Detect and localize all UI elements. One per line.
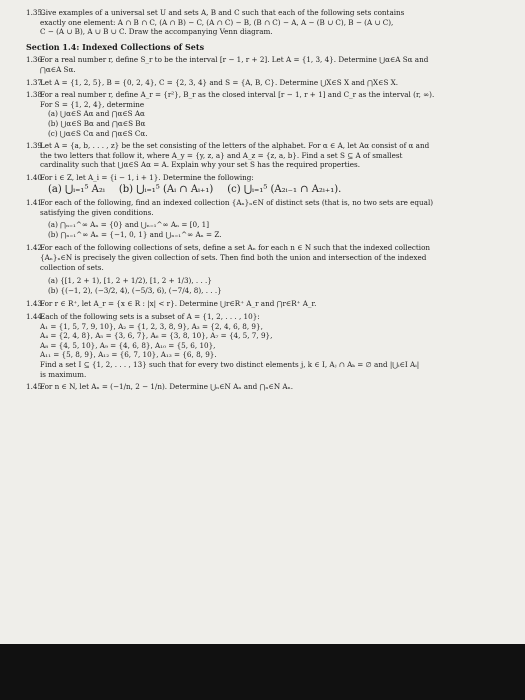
exercise-text: For i ∈ Z, let A_i = {i − 1, i + 1}. Determine the following: [40, 172, 254, 182]
exercise-1-43 [26, 299, 518, 309]
exercise-text: For a real number r, define S_r to be the interval [r − 1, r + 2]. Let A = {1, 3, 4}. Determine ⋃α∈A Sα and [40, 55, 429, 65]
set-list-row: A₁ = {1, 5, 7, 9, 10}, A₂ = {1, 2, 3, 8, 9}, A₃ = {2, 4, 6, 8, 9}, [40, 321, 263, 331]
exercise-text: the two letters that follow it, where A_y = {y, z, a} and A_z = {z, a, b}. Find a set S ⊆ A of smallest [40, 150, 403, 160]
exercise-text: For a real number r, define A_r = {r²}, B_r as the closed interval [r − 1, r + 1] and C_r as the interval (r, ∞). [40, 90, 435, 100]
exercise-text: Let A = {a, b, . . . , z} be the set consisting of the letters of the alphabet. For α ∈ A, let Aα consist of α and [40, 141, 430, 151]
exercise-text: For each of the following, find an indexed collection {Aₙ}ₙ∈N of distinct sets (that is, no two sets are equal) [40, 198, 434, 208]
exercise-number: 1.35. [26, 8, 45, 17]
exercise-1-41 [26, 198, 518, 239]
part-c: (c) ⋃α∈S Cα and ⋂α∈S Cα. [48, 128, 148, 138]
part-b: (b) ⋂ₙ₌₁^∞ Aₙ = {−1, 0, 1} and ⋃ₙ₌₁^∞ Aₙ = Z. [48, 229, 222, 239]
dark-background [0, 644, 525, 700]
exercise-text: Each of the following sets is a subset of A = {1, 2, . . . , 10}: [40, 312, 260, 322]
exercise-text: For each of the following collections of sets, define a set Aₙ for each n ∈ N such that the indexed collection [40, 243, 431, 253]
exercise-1-39 [26, 141, 518, 170]
page-content [26, 8, 518, 392]
exercise-number: 1.41. [26, 198, 45, 208]
part-a: (a) ⋃α∈S Aα and ⋂α∈S Aα [48, 109, 145, 119]
exercise-text: Find a set I ⊆ {1, 2, . . . , 13} such that for every two distinct elements j, k ∈ I, Aⱼ ∩ Aₖ = ∅ and |⋃ᵢ∈I Aᵢ| [40, 360, 420, 369]
part-b: (b) ⋃α∈S Bα and ⋂α∈S Bα [48, 118, 146, 128]
exercise-text: Let A = {1, 2, 5}, B = {0, 2, 4}, C = {2, 3, 4} and S = {A, B, C}. Determine ⋃X∈S X and ⋂X∈S X. [40, 77, 399, 87]
set-list-row: A₄ = {2, 4, 8}, A₅ = {3, 6, 7}, A₆ = {3, 8, 10}, A₇ = {4, 5, 7, 9}, [40, 331, 273, 341]
exercise-text: C − (A ∪ B), A ∪ B ∪ C. Draw the accompanying Venn diagram. [40, 27, 273, 37]
exercise-1-40 [26, 173, 518, 194]
exercise-text: For S = {1, 2, 4}, determine [40, 99, 145, 109]
exercise-text: satisfying the given conditions. [40, 207, 154, 217]
exercise-1-38 [26, 90, 518, 138]
part-b: (b) {(−1, 2), (−3/2, 4), (−5/3, 6), (−7/4, 8), . . .} [48, 285, 222, 295]
exercise-number: 1.42. [26, 243, 45, 253]
exercise-1-36 [26, 55, 518, 74]
part-a: (a) ⋃ᵢ₌₁⁵ A₂ᵢ [48, 183, 105, 195]
set-list-row: A₈ = {4, 5, 10}, A₉ = {4, 6, 8}, A₁₀ = {5, 6, 10}, [40, 340, 216, 350]
exercise-number: 1.44. [26, 312, 45, 322]
part-c: (c) ⋃ᵢ₌₁⁵ (A₂ᵢ₋₁ ∩ A₂ᵢ₊₁). [227, 183, 342, 195]
part-a: (a) ⋂ₙ₌₁^∞ Aₙ = {0} and ⋃ₙ₌₁^∞ Aₙ = [0, 1] [48, 220, 210, 230]
exercise-text: collection of sets. [40, 262, 104, 272]
exercise-text: cardinality such that ⋃α∈S Aα = A. Explain why your set S has the required properties. [40, 160, 360, 170]
exercise-text: exactly one element: A ∩ B ∩ C, (A ∩ B) − C, (A ∩ C) − B, (B ∩ C) − A, A − (B ∪ C), B − (A ∪ C), [40, 17, 394, 27]
set-list-row: A₁₁ = {5, 8, 9}, A₁₂ = {6, 7, 10}, A₁₃ = {6, 8, 9}. [40, 350, 217, 360]
exercise-text: For n ∈ N, let Aₙ = (−1/n, 2 − 1/n). Determine ⋃ₙ∈N Aₙ and ⋂ₙ∈N Aₙ. [40, 382, 293, 392]
part-a: (a) {[1, 2 + 1), [1, 2 + 1/2), [1, 2 + 1/3), . . .} [48, 276, 212, 286]
exercise-1-44 [26, 312, 518, 379]
exercise-text: is maximum. [40, 369, 87, 379]
exercise-number: 1.37. [26, 77, 45, 87]
exercise-1-35 [26, 8, 518, 37]
exercise-1-37 [26, 78, 518, 88]
exercise-text: ⋂α∈A Sα. [40, 64, 76, 74]
exercise-1-42 [26, 243, 518, 295]
exercise-text: {Aₙ}ₙ∈N is precisely the given collection of sets. Then find both the union and intersection of the indexed [40, 253, 427, 263]
part-b: (b) ⋃ᵢ₌₁⁵ (Aᵢ ∩ Aᵢ₊₁) [118, 183, 214, 195]
exercise-text: Give examples of a universal set U and sets A, B and C such that each of the following sets contains [40, 8, 405, 17]
exercise-number: 1.38. [26, 90, 45, 100]
exercise-number: 1.45. [26, 382, 45, 392]
section-title: Section 1.4: Indexed Collections of Sets [26, 41, 205, 52]
exercise-number: 1.39. [26, 141, 45, 151]
exercise-1-45 [26, 382, 518, 392]
exercise-number: 1.43. [26, 299, 45, 309]
exercise-text: For r ∈ R⁺, let A_r = {x ∈ R : |x| < r}. Determine ⋃r∈R⁺ A_r and ⋂r∈R⁺ A_r. [40, 299, 317, 309]
exercise-number: 1.36. [26, 55, 45, 65]
exercise-number: 1.40. [26, 172, 45, 182]
